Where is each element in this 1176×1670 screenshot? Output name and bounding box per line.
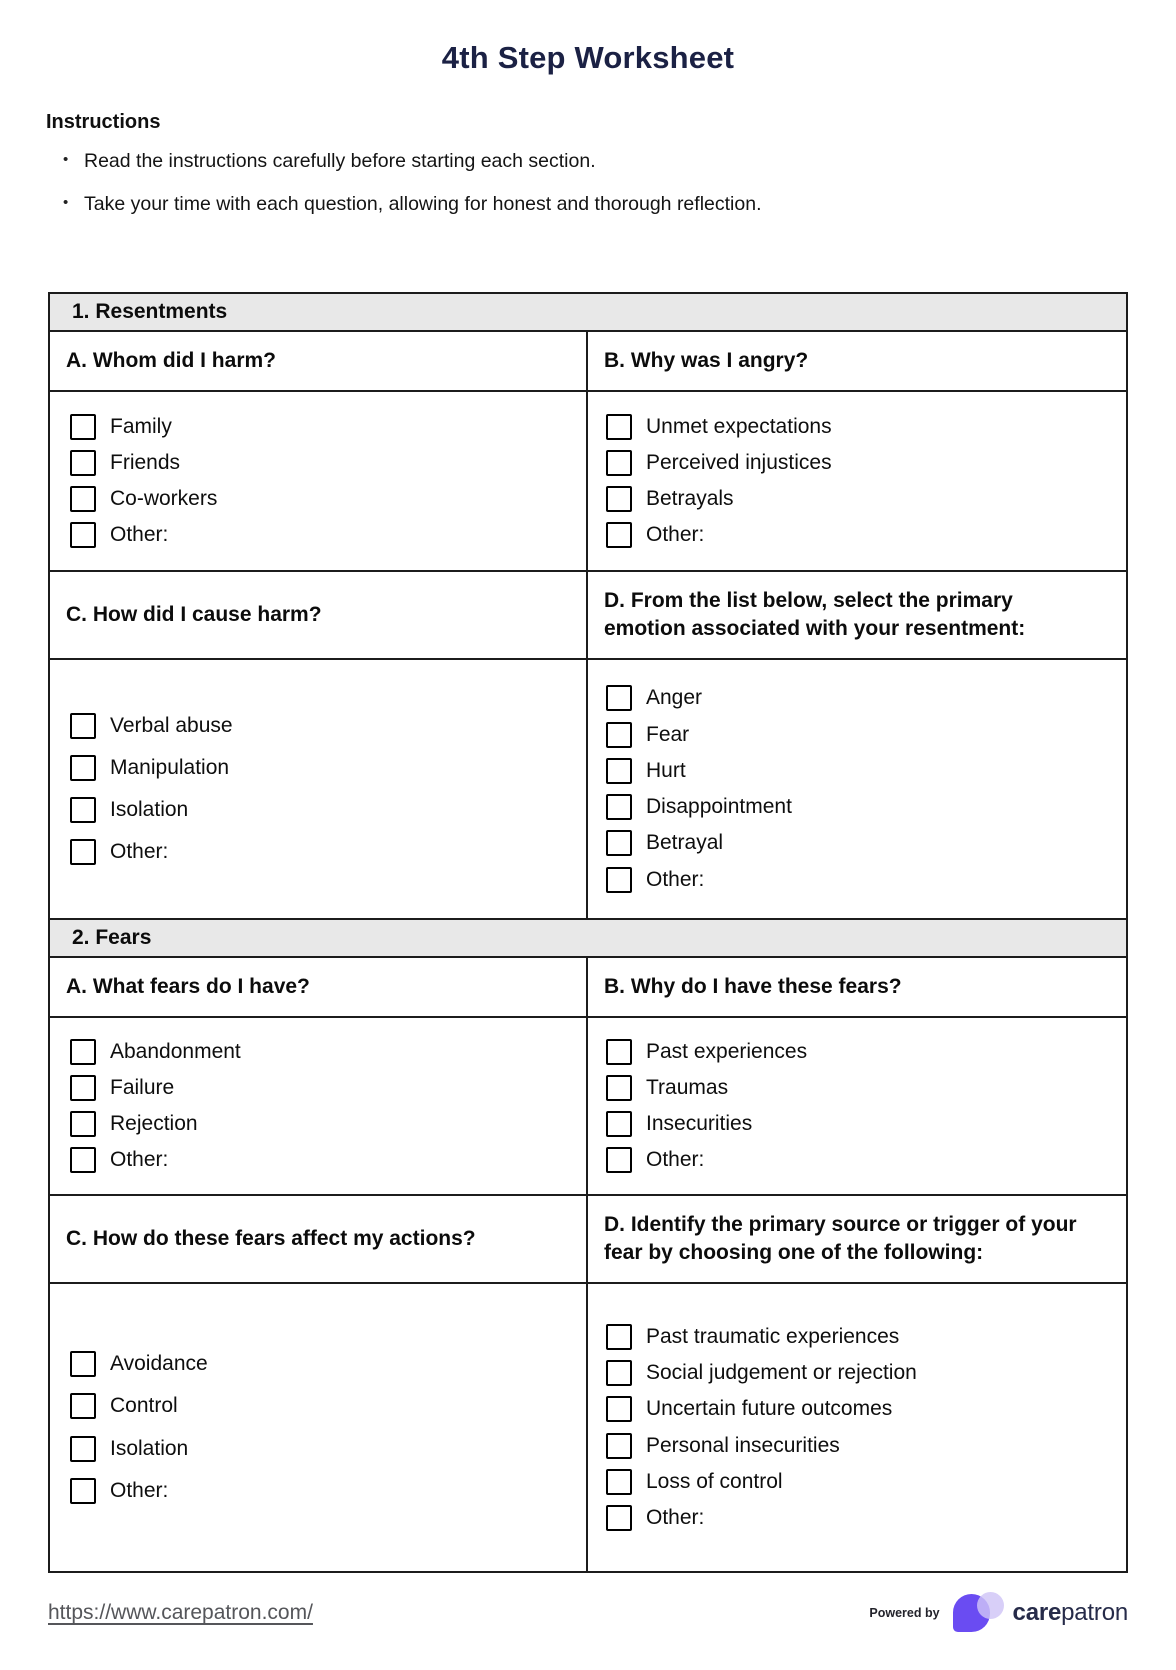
- question-cell: [50, 1196, 588, 1282]
- checkbox[interactable]: [606, 1111, 632, 1137]
- checkbox-option: [606, 1147, 1118, 1173]
- brand-patron: patron: [1061, 1599, 1128, 1626]
- options-cell: [588, 1018, 1126, 1194]
- question-cell: [50, 572, 588, 658]
- question-text: C. How do these fears affect my actions?: [66, 1227, 476, 1251]
- checkbox-label: Family: [110, 414, 172, 438]
- powered-by-label: Powered by: [869, 1606, 940, 1620]
- checkbox[interactable]: [70, 1039, 96, 1065]
- checkbox-label: Other:: [110, 523, 169, 547]
- options-cell: [588, 1284, 1126, 1571]
- footer: [48, 1592, 1128, 1634]
- checkbox-label: Personal insecurities: [646, 1433, 840, 1457]
- checkbox-option: [70, 755, 578, 781]
- checkbox-label: Other:: [646, 523, 705, 547]
- checkbox-label: Hurt: [646, 758, 686, 782]
- instructions-list: [46, 150, 1130, 217]
- checkbox[interactable]: [606, 1039, 632, 1065]
- section-header-resentments: [50, 294, 1126, 332]
- checkbox-option: [70, 522, 578, 548]
- checkbox-option: [606, 685, 1118, 711]
- checkbox[interactable]: [606, 522, 632, 548]
- checkbox-option: [70, 486, 578, 512]
- options-cell: [50, 660, 588, 918]
- brand-care: care: [1012, 1599, 1062, 1626]
- checkbox-option: [70, 1075, 578, 1101]
- checkbox-label: Isolation: [110, 1436, 189, 1460]
- checkbox-label: Abandonment: [110, 1039, 241, 1063]
- checkbox-option: [606, 1324, 1118, 1350]
- checkbox-option: [70, 450, 578, 476]
- checkbox-label: Rejection: [110, 1112, 198, 1135]
- instruction-bullet: • Read the instructions carefully before starting each section.: [63, 150, 1130, 173]
- checkbox[interactable]: [70, 713, 96, 739]
- checkbox[interactable]: [606, 486, 632, 512]
- checkbox-label: Other:: [110, 1478, 169, 1502]
- checkbox-label: Co-workers: [110, 487, 218, 510]
- checkbox[interactable]: [70, 414, 96, 440]
- checkbox-option: [606, 1396, 1118, 1422]
- checkbox[interactable]: [606, 1433, 632, 1459]
- checkbox[interactable]: [606, 414, 632, 440]
- checkbox-label: Disappointment: [646, 795, 792, 818]
- checkbox-option: [606, 1075, 1118, 1101]
- checkbox-label: Past experiences: [646, 1039, 808, 1063]
- checkbox-label: Fear: [646, 722, 690, 746]
- options-cell: [588, 660, 1126, 918]
- checkbox-label: Other:: [646, 867, 705, 891]
- checkbox[interactable]: [70, 1393, 96, 1419]
- checkbox[interactable]: [606, 758, 632, 784]
- carepatron-logo-icon: [953, 1592, 1005, 1634]
- checkbox[interactable]: [70, 839, 96, 865]
- options-cell: [50, 1284, 588, 1571]
- checkbox-option: [606, 1433, 1118, 1459]
- checkbox[interactable]: [70, 755, 96, 781]
- options-row: [50, 392, 1126, 572]
- checkbox-label: Past traumatic experiences: [646, 1324, 900, 1348]
- question-row: [50, 958, 1126, 1018]
- checkbox-option: [70, 1351, 578, 1377]
- question-text: A. Whom did I harm?: [66, 349, 276, 373]
- checkbox-label: Other:: [110, 1148, 169, 1172]
- checkbox-option: [606, 794, 1118, 820]
- page-title: 4th Step Worksheet: [441, 40, 735, 75]
- checkbox-label: Betrayal: [646, 831, 724, 855]
- checkbox[interactable]: [606, 722, 632, 748]
- question-cell: [588, 1196, 1126, 1282]
- checkbox[interactable]: [70, 797, 96, 823]
- checkbox-label: Perceived injustices: [646, 450, 832, 474]
- checkbox[interactable]: [606, 1147, 632, 1173]
- options-row: [50, 1018, 1126, 1196]
- checkbox-option: [70, 1436, 578, 1462]
- checkbox-option: [70, 1478, 578, 1504]
- checkbox-label: Other:: [646, 1506, 705, 1529]
- section-header-fears: [50, 920, 1126, 958]
- question-row: [50, 332, 1126, 392]
- checkbox-option: [70, 414, 578, 440]
- question-text: B. Why do I have these fears?: [604, 975, 902, 999]
- question-cell: [50, 332, 588, 390]
- checkbox-option: [70, 1147, 578, 1173]
- checkbox[interactable]: [606, 830, 632, 856]
- options-row: [50, 660, 1126, 920]
- options-row: [50, 1284, 1126, 1571]
- question-text: B. Why was I angry?: [604, 349, 809, 373]
- checkbox[interactable]: [606, 1075, 632, 1101]
- instructions-block: [46, 111, 1130, 217]
- checkbox-option: [606, 867, 1118, 893]
- question-row: [50, 1196, 1126, 1284]
- checkbox-label: Friends: [110, 450, 181, 474]
- checkbox-label: Traumas: [646, 1075, 729, 1099]
- checkbox[interactable]: [606, 1505, 632, 1531]
- options-cell: [50, 1018, 588, 1194]
- checkbox-option: [606, 1469, 1118, 1495]
- checkbox-option: [606, 758, 1118, 784]
- checkbox-label: Avoidance: [110, 1352, 208, 1375]
- options-cell: [50, 392, 588, 570]
- checkbox-label: Other:: [110, 840, 169, 864]
- checkbox[interactable]: [606, 794, 632, 820]
- checkbox[interactable]: [606, 867, 632, 893]
- checkbox-label: Anger: [646, 686, 703, 710]
- checkbox[interactable]: [70, 1147, 96, 1173]
- checkbox[interactable]: [606, 685, 632, 711]
- checkbox-option: [70, 713, 578, 739]
- checkbox[interactable]: [70, 486, 96, 512]
- checkbox-option: [606, 486, 1118, 512]
- instructions-heading: Instructions: [46, 111, 161, 133]
- checkbox-option: [606, 450, 1118, 476]
- section-title: 2. Fears: [72, 926, 152, 949]
- question-text: D. Identify the primary source or trigger of your fear by choosing one of the following:: [604, 1213, 1077, 1264]
- checkbox[interactable]: [70, 522, 96, 548]
- checkbox-label: Verbal abuse: [110, 713, 233, 737]
- checkbox-option: [70, 1393, 578, 1419]
- question-row: [50, 572, 1126, 660]
- checkbox-option: [70, 797, 578, 823]
- carepatron-wordmark: [1013, 1599, 1128, 1627]
- question-cell: [588, 572, 1126, 658]
- question-cell: [50, 958, 588, 1016]
- checkbox-label: Failure: [110, 1075, 175, 1099]
- checkbox[interactable]: [606, 1360, 632, 1386]
- checkbox[interactable]: [70, 1075, 96, 1101]
- checkbox-option: [606, 1360, 1118, 1386]
- checkbox-label: Manipulation: [110, 755, 230, 779]
- footer-link[interactable]: https://www.carepatron.com/: [48, 1601, 313, 1624]
- checkbox-label: Control: [110, 1394, 178, 1418]
- checkbox-label: Betrayals: [646, 487, 734, 510]
- question-text: A. What fears do I have?: [66, 975, 310, 999]
- checkbox-label: Other:: [646, 1148, 705, 1172]
- checkbox-label: Loss of control: [646, 1469, 783, 1493]
- checkbox-label: Insecurities: [646, 1112, 753, 1135]
- checkbox-option: [606, 1039, 1118, 1065]
- checkbox-option: [606, 1111, 1118, 1137]
- checkbox-label: Uncertain future outcomes: [646, 1397, 893, 1421]
- checkbox[interactable]: [606, 1324, 632, 1350]
- section-title: 1. Resentments: [72, 300, 228, 323]
- checkbox-label: Isolation: [110, 798, 189, 821]
- checkbox-option: [70, 1039, 578, 1065]
- worksheet-table: [48, 292, 1128, 1573]
- checkbox[interactable]: [606, 1469, 632, 1495]
- checkbox[interactable]: [70, 450, 96, 476]
- logo-circle-icon: [977, 1592, 1004, 1619]
- checkbox[interactable]: [70, 1436, 96, 1462]
- question-cell: [588, 332, 1126, 390]
- question-text: C. How did I cause harm?: [66, 603, 322, 627]
- checkbox-option: [606, 522, 1118, 548]
- checkbox-option: [606, 830, 1118, 856]
- question-text: D. From the list below, select the primary emotion associated with your resentment:: [604, 589, 1026, 640]
- checkbox-option: [606, 1505, 1118, 1531]
- checkbox[interactable]: [70, 1351, 96, 1377]
- checkbox-option: [606, 722, 1118, 748]
- options-cell: [588, 392, 1126, 570]
- checkbox[interactable]: [70, 1111, 96, 1137]
- powered-by-group: [869, 1592, 1128, 1634]
- checkbox[interactable]: [606, 1396, 632, 1422]
- question-cell: [588, 958, 1126, 1016]
- checkbox-option: [70, 1111, 578, 1137]
- instruction-bullet: • Take your time with each question, allowing for honest and thorough reflection.: [63, 193, 1130, 216]
- checkbox-label: Unmet expectations: [646, 414, 832, 438]
- checkbox-option: [606, 414, 1118, 440]
- checkbox[interactable]: [606, 450, 632, 476]
- checkbox-label: Social judgement or rejection: [646, 1361, 917, 1384]
- checkbox-option: [70, 839, 578, 865]
- checkbox[interactable]: [70, 1478, 96, 1504]
